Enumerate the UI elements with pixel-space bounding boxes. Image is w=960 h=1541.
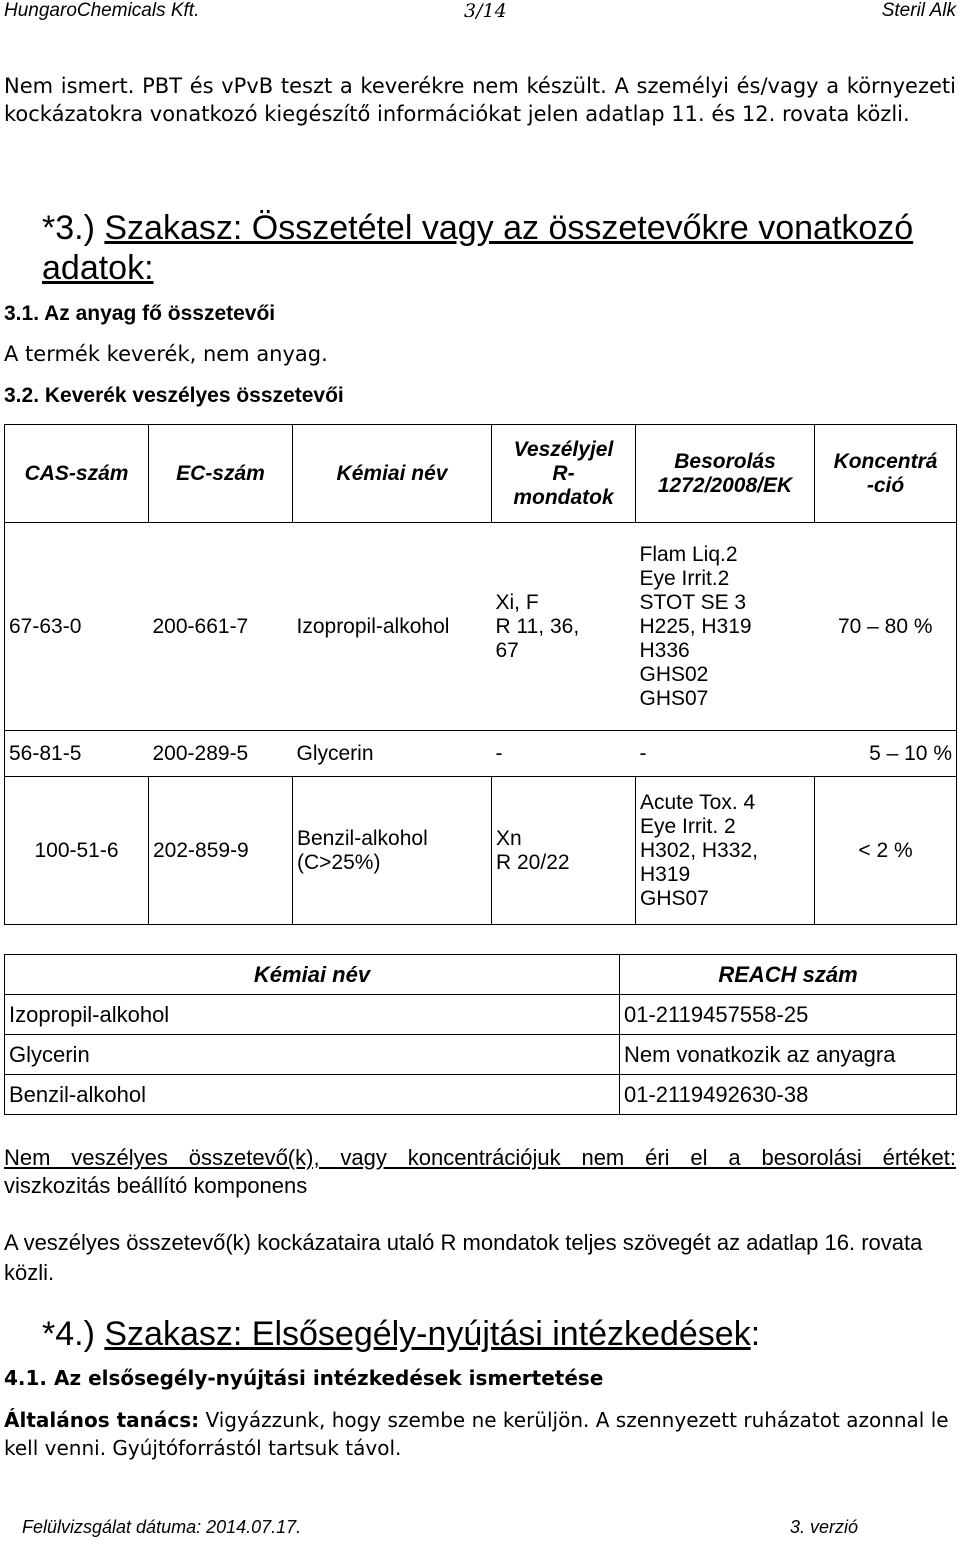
cell-concentration: 5 – 10 % — [815, 731, 957, 777]
section-4-number: *4.) — [42, 1315, 95, 1353]
table-row — [5, 523, 957, 731]
header-page-number: 3/14 — [464, 0, 507, 22]
cell-chemical-name: Glycerin — [5, 1035, 620, 1075]
section-4-colon: : — [750, 1315, 761, 1353]
header-concentration: Koncentrá -ció — [815, 425, 957, 523]
section-3-number: *3.) — [42, 209, 95, 247]
cell-cas: 100-51-6 — [5, 777, 149, 925]
reach-number-table — [4, 954, 957, 1115]
cell-chemical-name: Glycerin — [293, 731, 492, 777]
footer-revision-date: Felülvizsgálat dátuma: 2014.07.17. — [22, 1517, 302, 1537]
cell-reach-number: Nem vonatkozik az anyagra — [620, 1035, 957, 1075]
cell-ec: 200-289-5 — [149, 731, 293, 777]
cell-cas: 67-63-0 — [5, 523, 149, 731]
cell-ec: 200-661-7 — [149, 523, 293, 731]
header-reach-number: REACH szám — [620, 955, 957, 995]
section-3-heading — [42, 208, 956, 288]
nonhazardous-block — [4, 1144, 956, 1200]
header-ec: EC-szám — [149, 425, 293, 523]
footer-version: 3. verzió — [790, 1517, 859, 1537]
header-hazard-symbol: Veszélyjel R- mondatok — [492, 425, 636, 523]
cell-reach-number: 01-2119457558-25 — [620, 995, 957, 1035]
header-product: Steril Alk — [881, 0, 956, 21]
cell-concentration: 70 – 80 % — [815, 523, 957, 731]
section-4-heading — [42, 1314, 956, 1354]
subsection-4-1-title: 4.1. Az elsősegély-nyújtási intézkedések ismertetése — [4, 1366, 604, 1390]
cell-classification: Flam Liq.2 Eye Irrit.2 STOT SE 3 H225, H319 H336 GHS02 GHS07 — [636, 523, 815, 731]
table-header-row — [5, 425, 957, 523]
table-row — [5, 777, 957, 925]
general-advice — [4, 1406, 956, 1462]
cell-classification: Acute Tox. 4 Eye Irrit. 2 H302, H332, H319 GHS07 — [636, 777, 815, 925]
header-classification: Besorolás 1272/2008/EK — [636, 425, 815, 523]
cell-classification: - — [636, 731, 815, 777]
cell-reach-number: 01-2119492630-38 — [620, 1075, 957, 1115]
section-4-title: Szakasz: Elsősegély-nyújtási intézkedések — [104, 1315, 751, 1353]
nonhazardous-title: Nem veszélyes összetevő(k), vagy koncentrációjuk nem éri el a besorolási értéket: — [4, 1145, 956, 1170]
cell-hazard-symbol: Xn R 20/22 — [492, 777, 636, 925]
cell-chemical-name: Izopropil-alkohol — [293, 523, 492, 731]
general-advice-label: Általános tanács: — [4, 1408, 200, 1432]
cell-chemical-name: Benzil-alkohol (C>25%) — [293, 777, 492, 925]
table-header-row — [5, 955, 957, 995]
subsection-3-1-text: A termék keverék, nem anyag. — [4, 342, 328, 366]
header-cas: CAS-szám — [5, 425, 149, 523]
cell-cas: 56-81-5 — [5, 731, 149, 777]
general-advice-text: Vigyázzunk, hogy szembe ne kerüljön. A szennyezett ruházatot azonnal le kell venni. Gyújtóforrástól tartsuk távol. — [4, 1408, 949, 1460]
nonhazardous-text: viszkozitás beállító komponens — [4, 1173, 308, 1198]
header-company: HungaroChemicals Kft. — [4, 0, 200, 21]
cell-concentration: < 2 % — [815, 777, 957, 925]
intro-paragraph: Nem ismert. PBT és vPvB teszt a keverékre nem készült. A személyi és/vagy a környezeti kockázatokra vonatkozó kiegészítő információkat jelen adatlap 11. és 12. rovata közli. — [4, 74, 956, 126]
subsection-3-2-title: 3.2. Keverék veszélyes összetevői — [4, 384, 344, 407]
table-row — [5, 731, 957, 777]
table-row — [5, 1035, 957, 1075]
header-chemical-name: Kémiai név — [5, 955, 620, 995]
header-chemical-name: Kémiai név — [293, 425, 492, 523]
subsection-3-1-title: 3.1. Az anyag fő összetevői — [4, 302, 276, 325]
cell-ec: 202-859-9 — [149, 777, 293, 925]
table-row — [5, 1075, 957, 1115]
r-phrase-note: A veszélyes összetevő(k) kockázataira utaló R mondatok teljes szövegét az adatlap 16. rovata közli. — [4, 1230, 923, 1285]
cell-hazard-symbol: - — [492, 731, 636, 777]
cell-chemical-name: Benzil-alkohol — [5, 1075, 620, 1115]
section-3-title: Szakasz: Összetétel vagy az összetevőkre vonatkozó adatok: — [42, 209, 914, 287]
cell-chemical-name: Izopropil-alkohol — [5, 995, 620, 1035]
table-row — [5, 995, 957, 1035]
hazardous-components-table — [4, 424, 957, 925]
cell-hazard-symbol: Xi, F R 11, 36, 67 — [492, 523, 636, 731]
